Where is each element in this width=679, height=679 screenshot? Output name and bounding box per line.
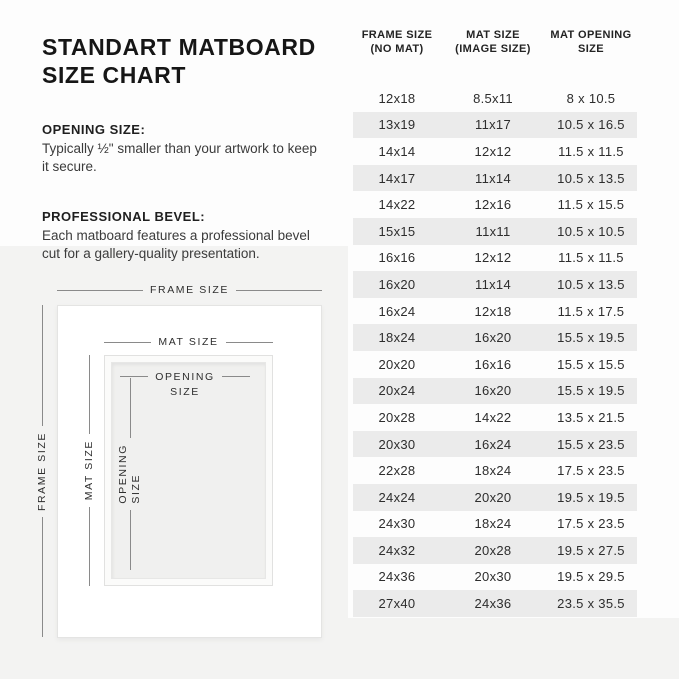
cell-frame-size: 24x36 <box>378 569 416 585</box>
cell-mat-opening-size: 10.5 x 10.5 <box>557 223 625 239</box>
table-row <box>353 271 637 298</box>
table-row <box>353 511 637 538</box>
table-header-row <box>353 28 637 57</box>
opening-size-vertical-measure <box>115 378 145 570</box>
cell-mat-opening-size: 15.5 x 15.5 <box>557 356 625 372</box>
opening-size-label-line2: SIZE <box>170 385 200 398</box>
cell-mat-size: 12x12 <box>474 250 512 266</box>
cell-mat-opening-size: 11.5 x 17.5 <box>557 303 625 319</box>
cell-frame-size: 14x22 <box>378 197 416 213</box>
cell-frame-size: 24x30 <box>378 516 416 532</box>
measure-line <box>104 342 151 343</box>
table-row <box>353 590 637 617</box>
cell-frame-size: 24x24 <box>378 489 416 505</box>
opening-size-label-line1: OPENING <box>155 371 215 383</box>
table-row <box>353 404 637 431</box>
cell-mat-size: 16x20 <box>474 330 512 346</box>
cell-mat-size: 20x30 <box>474 569 512 585</box>
cell-mat-opening-size: 17.5 x 23.5 <box>557 463 625 479</box>
cell-mat-opening-size: 19.5 x 29.5 <box>557 569 625 585</box>
page-title <box>42 33 334 89</box>
cell-mat-opening-size: 10.5 x 16.5 <box>557 117 625 133</box>
table-row <box>353 457 637 484</box>
measure-line <box>89 507 90 586</box>
opening-size-vertical-line1: OPENING <box>117 444 129 504</box>
cell-frame-size: 16x16 <box>378 250 416 266</box>
measure-line <box>226 342 273 343</box>
cell-mat-opening-size: 13.5 x 21.5 <box>557 409 625 425</box>
cell-mat-opening-size: 10.5 x 13.5 <box>557 170 625 186</box>
table-row <box>353 324 637 351</box>
cell-mat-opening-size: 15.5 x 23.5 <box>557 436 625 452</box>
cell-mat-size: 11x11 <box>475 223 511 239</box>
cell-mat-size: 8.5x11 <box>473 90 513 106</box>
measure-line <box>120 376 148 377</box>
cell-mat-size: 18x24 <box>474 516 512 532</box>
section-opening-size <box>42 122 334 176</box>
cell-frame-size: 20x28 <box>378 409 416 425</box>
cell-mat-opening-size: 15.5 x 19.5 <box>557 330 625 346</box>
cell-mat-size: 16x16 <box>474 356 512 372</box>
table-row <box>353 191 637 218</box>
cell-frame-size: 13x19 <box>378 117 416 133</box>
cell-mat-size: 12x12 <box>474 143 512 159</box>
header-line: (NO MAT) <box>370 43 424 56</box>
frame-size-label-text: FRAME SIZE <box>150 284 230 296</box>
cell-mat-opening-size: 15.5 x 19.5 <box>557 383 625 399</box>
header-line: (IMAGE SIZE) <box>455 43 531 56</box>
cell-mat-opening-size: 11.5 x 11.5 <box>558 250 624 266</box>
cell-mat-opening-size: 19.5 x 19.5 <box>557 489 625 505</box>
header-line: MAT OPENING <box>550 29 632 41</box>
mat-size-vertical-label: MAT SIZE <box>82 440 95 501</box>
table-row <box>353 112 637 139</box>
cell-mat-opening-size: 10.5 x 13.5 <box>557 276 625 292</box>
cell-mat-size: 12x16 <box>474 197 512 213</box>
cell-mat-size: 11x14 <box>475 276 511 292</box>
cell-mat-opening-size: 17.5 x 23.5 <box>557 516 625 532</box>
cell-frame-size: 16x20 <box>378 276 416 292</box>
cell-mat-opening-size: 11.5 x 15.5 <box>557 197 625 213</box>
cell-frame-size: 20x20 <box>378 356 416 372</box>
cell-mat-size: 12x18 <box>474 303 512 319</box>
table-row <box>353 218 637 245</box>
opening-size-label-text <box>148 370 222 399</box>
cell-frame-size: 14x14 <box>378 143 416 159</box>
cell-mat-opening-size: 19.5 x 27.5 <box>557 542 625 558</box>
header-line: FRAME SIZE <box>361 29 433 41</box>
cell-frame-size: 12x18 <box>378 90 416 106</box>
cell-mat-opening-size: 23.5 x 35.5 <box>557 596 625 612</box>
cell-mat-opening-size: 8 x 10.5 <box>566 90 616 106</box>
opening-size-vertical-label <box>117 444 143 504</box>
mat-size-vertical-measure <box>82 355 96 586</box>
cell-frame-size: 20x30 <box>378 436 416 452</box>
cell-mat-size: 16x20 <box>474 383 512 399</box>
page-title-line2: SIZE CHART <box>42 62 186 89</box>
size-chart-table <box>353 28 637 612</box>
section-heading: OPENING SIZE: <box>42 122 146 138</box>
cell-frame-size: 18x24 <box>378 330 416 346</box>
info-column <box>42 33 334 263</box>
measure-line <box>42 305 43 426</box>
cell-mat-size: 20x20 <box>474 489 512 505</box>
measure-line <box>57 290 143 291</box>
table-row <box>353 298 637 325</box>
cell-mat-opening-size: 11.5 x 11.5 <box>558 143 624 159</box>
cell-mat-size: 24x36 <box>474 596 512 612</box>
header-mat-size <box>441 28 545 57</box>
measure-line <box>222 376 250 377</box>
cell-frame-size: 24x32 <box>378 542 416 558</box>
frame-size-top-label <box>57 284 322 296</box>
cell-mat-size: 11x14 <box>475 170 511 186</box>
frame-size-vertical-measure <box>35 305 49 637</box>
measure-line <box>42 517 43 638</box>
table-row <box>353 85 637 112</box>
table-row <box>353 378 637 405</box>
cell-frame-size: 14x17 <box>378 170 416 186</box>
table-row <box>353 431 637 458</box>
cell-mat-size: 20x28 <box>474 542 512 558</box>
cell-mat-size: 16x24 <box>474 436 512 452</box>
mat-size-label-text: MAT SIZE <box>158 336 219 348</box>
opening-size-vertical-line2: SIZE <box>130 474 142 504</box>
measure-line <box>130 378 131 438</box>
measure-line <box>89 355 90 434</box>
section-body: Typically ½" smaller than your artwork to keep it secure. <box>42 141 317 175</box>
cell-mat-size: 14x22 <box>474 409 512 425</box>
table-row <box>353 484 637 511</box>
size-table-body <box>353 85 637 617</box>
page-title-line1: STANDART MATBOARD <box>42 34 316 60</box>
section-heading: PROFESSIONAL BEVEL: <box>42 209 206 224</box>
table-row <box>353 537 637 564</box>
table-row <box>353 165 637 192</box>
table-row <box>353 245 637 272</box>
mat-size-top-label <box>104 336 273 348</box>
cell-mat-size: 18x24 <box>474 463 512 479</box>
cell-frame-size: 15x15 <box>378 223 416 239</box>
cell-frame-size: 27x40 <box>378 596 416 612</box>
header-frame-size <box>353 28 441 57</box>
measure-line <box>130 510 131 570</box>
table-row <box>353 351 637 378</box>
frame-size-vertical-label: FRAME SIZE <box>35 431 48 511</box>
cell-mat-size: 11x17 <box>475 117 511 133</box>
table-row <box>353 564 637 591</box>
cell-frame-size: 22x28 <box>378 463 416 479</box>
section-body: Each matboard features a professional bevel cut for a gallery-quality presentation. <box>42 228 310 261</box>
cell-frame-size: 20x24 <box>378 383 416 399</box>
measure-line <box>236 290 322 291</box>
header-line: MAT SIZE <box>466 29 520 41</box>
section-professional-bevel <box>42 209 334 263</box>
table-row <box>353 138 637 165</box>
header-line: SIZE <box>577 43 605 56</box>
cell-frame-size: 16x24 <box>378 303 416 319</box>
header-mat-opening-size <box>545 28 637 57</box>
